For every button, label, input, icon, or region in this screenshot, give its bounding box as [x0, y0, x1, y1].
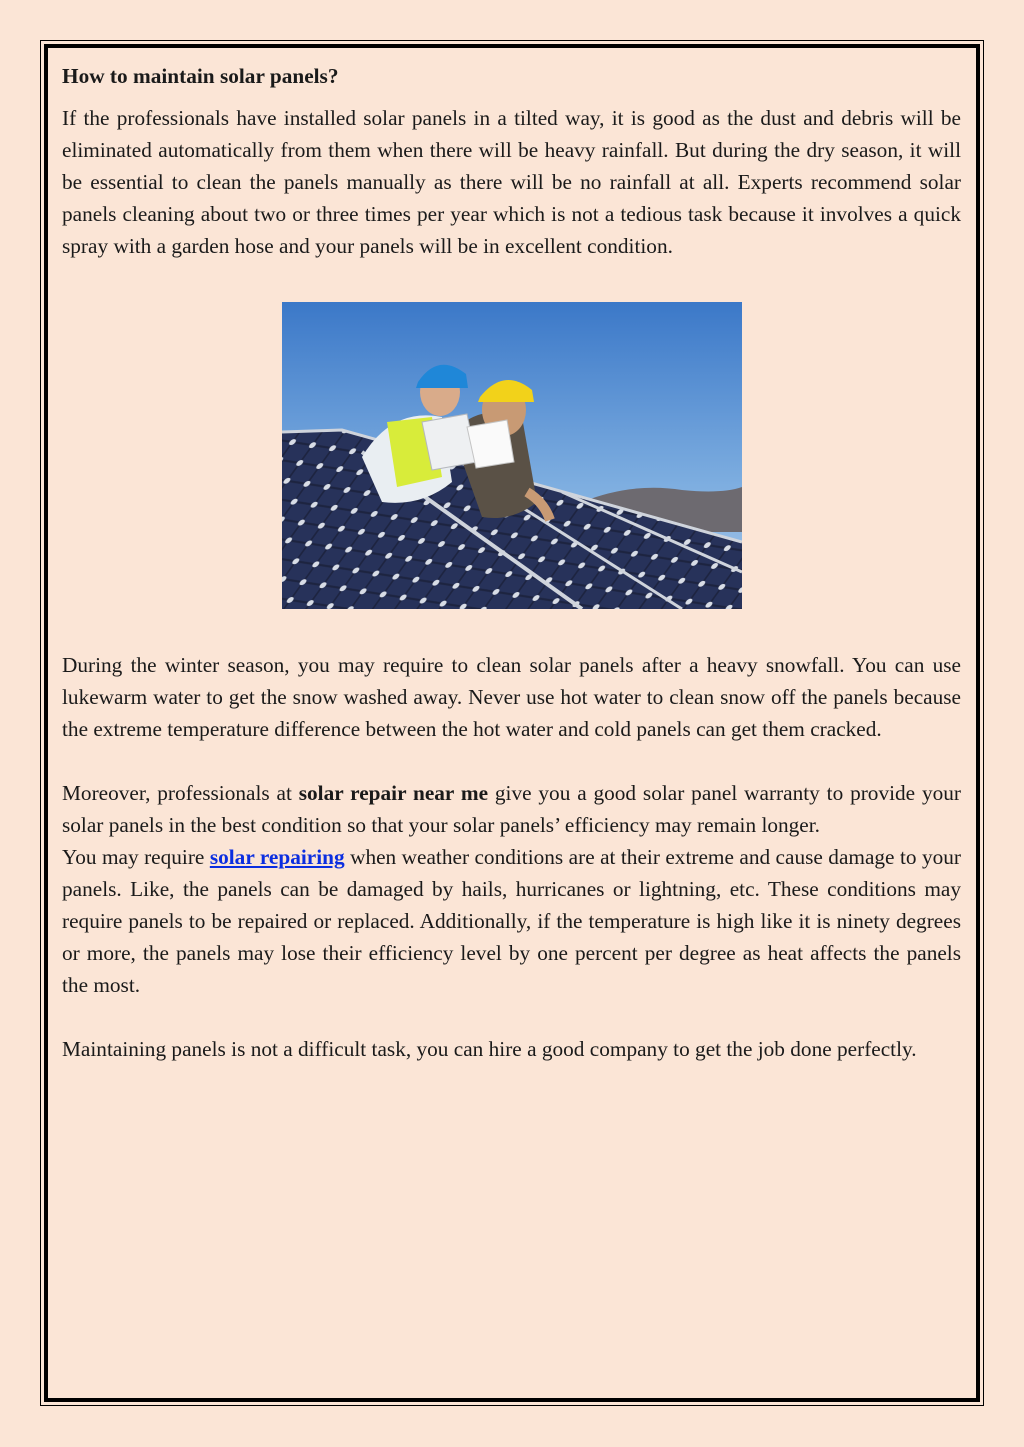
paragraph-weather-end: when weather conditions are at their extreme and cause damage to your panels. Like, the panels can be damaged by hails, hurricanes or lightning, etc. These conditions may require panels to be repaired or replaced. Additionally, if the temperature is high like it is ninety degrees or more, the panels may lose their efficiency level by one percent per degree as heat affects the panels the most.: [62, 845, 961, 997]
paragraph-warranty-end: give you a good solar panel warranty to provide your solar panels in the best condition so that your solar panels’ efficiency may remain longer.: [62, 781, 962, 837]
solar-repair-near-me-bold: solar repair near me: [298, 781, 489, 805]
page-heading: How to maintain solar panels?: [62, 64, 339, 88]
paragraph-intro: If the professionals have installed solar panels in a tilted way, it is good as the dust and debris will be eliminated automatically from them when there will be heavy rainfall. But during the dry season, it will be essential to clean the panels manually as there will be no rainfall at all. Experts recommend solar panels cleaning about two or three times per year which is not a tedious task because it involves a quick spray with a garden hose and your panels will be in excellent condition.: [62, 106, 961, 258]
solar-workers-photo: [282, 302, 742, 609]
paragraph-warranty: [62, 777, 961, 841]
paragraph-weather-start: You may require: [62, 845, 210, 869]
solar-repairing-link[interactable]: solar repairing: [209, 845, 345, 869]
paragraph-weather: [62, 841, 961, 1001]
document-body: [62, 60, 961, 1065]
paragraph-warranty-start: Moreover, professionals at: [62, 781, 299, 805]
paragraph-winter: During the winter season, you may require to clean solar panels after a heavy snowfall. You can use lukewarm water to get the snow washed away. Never use hot water to clean snow off the panels because the extreme temperature difference between the hot water and cold panels can get them cracked.: [62, 653, 961, 741]
paragraph-conclusion: Maintaining panels is not a difficult task, you can hire a good company to get the job done perfectly.: [62, 1037, 917, 1061]
